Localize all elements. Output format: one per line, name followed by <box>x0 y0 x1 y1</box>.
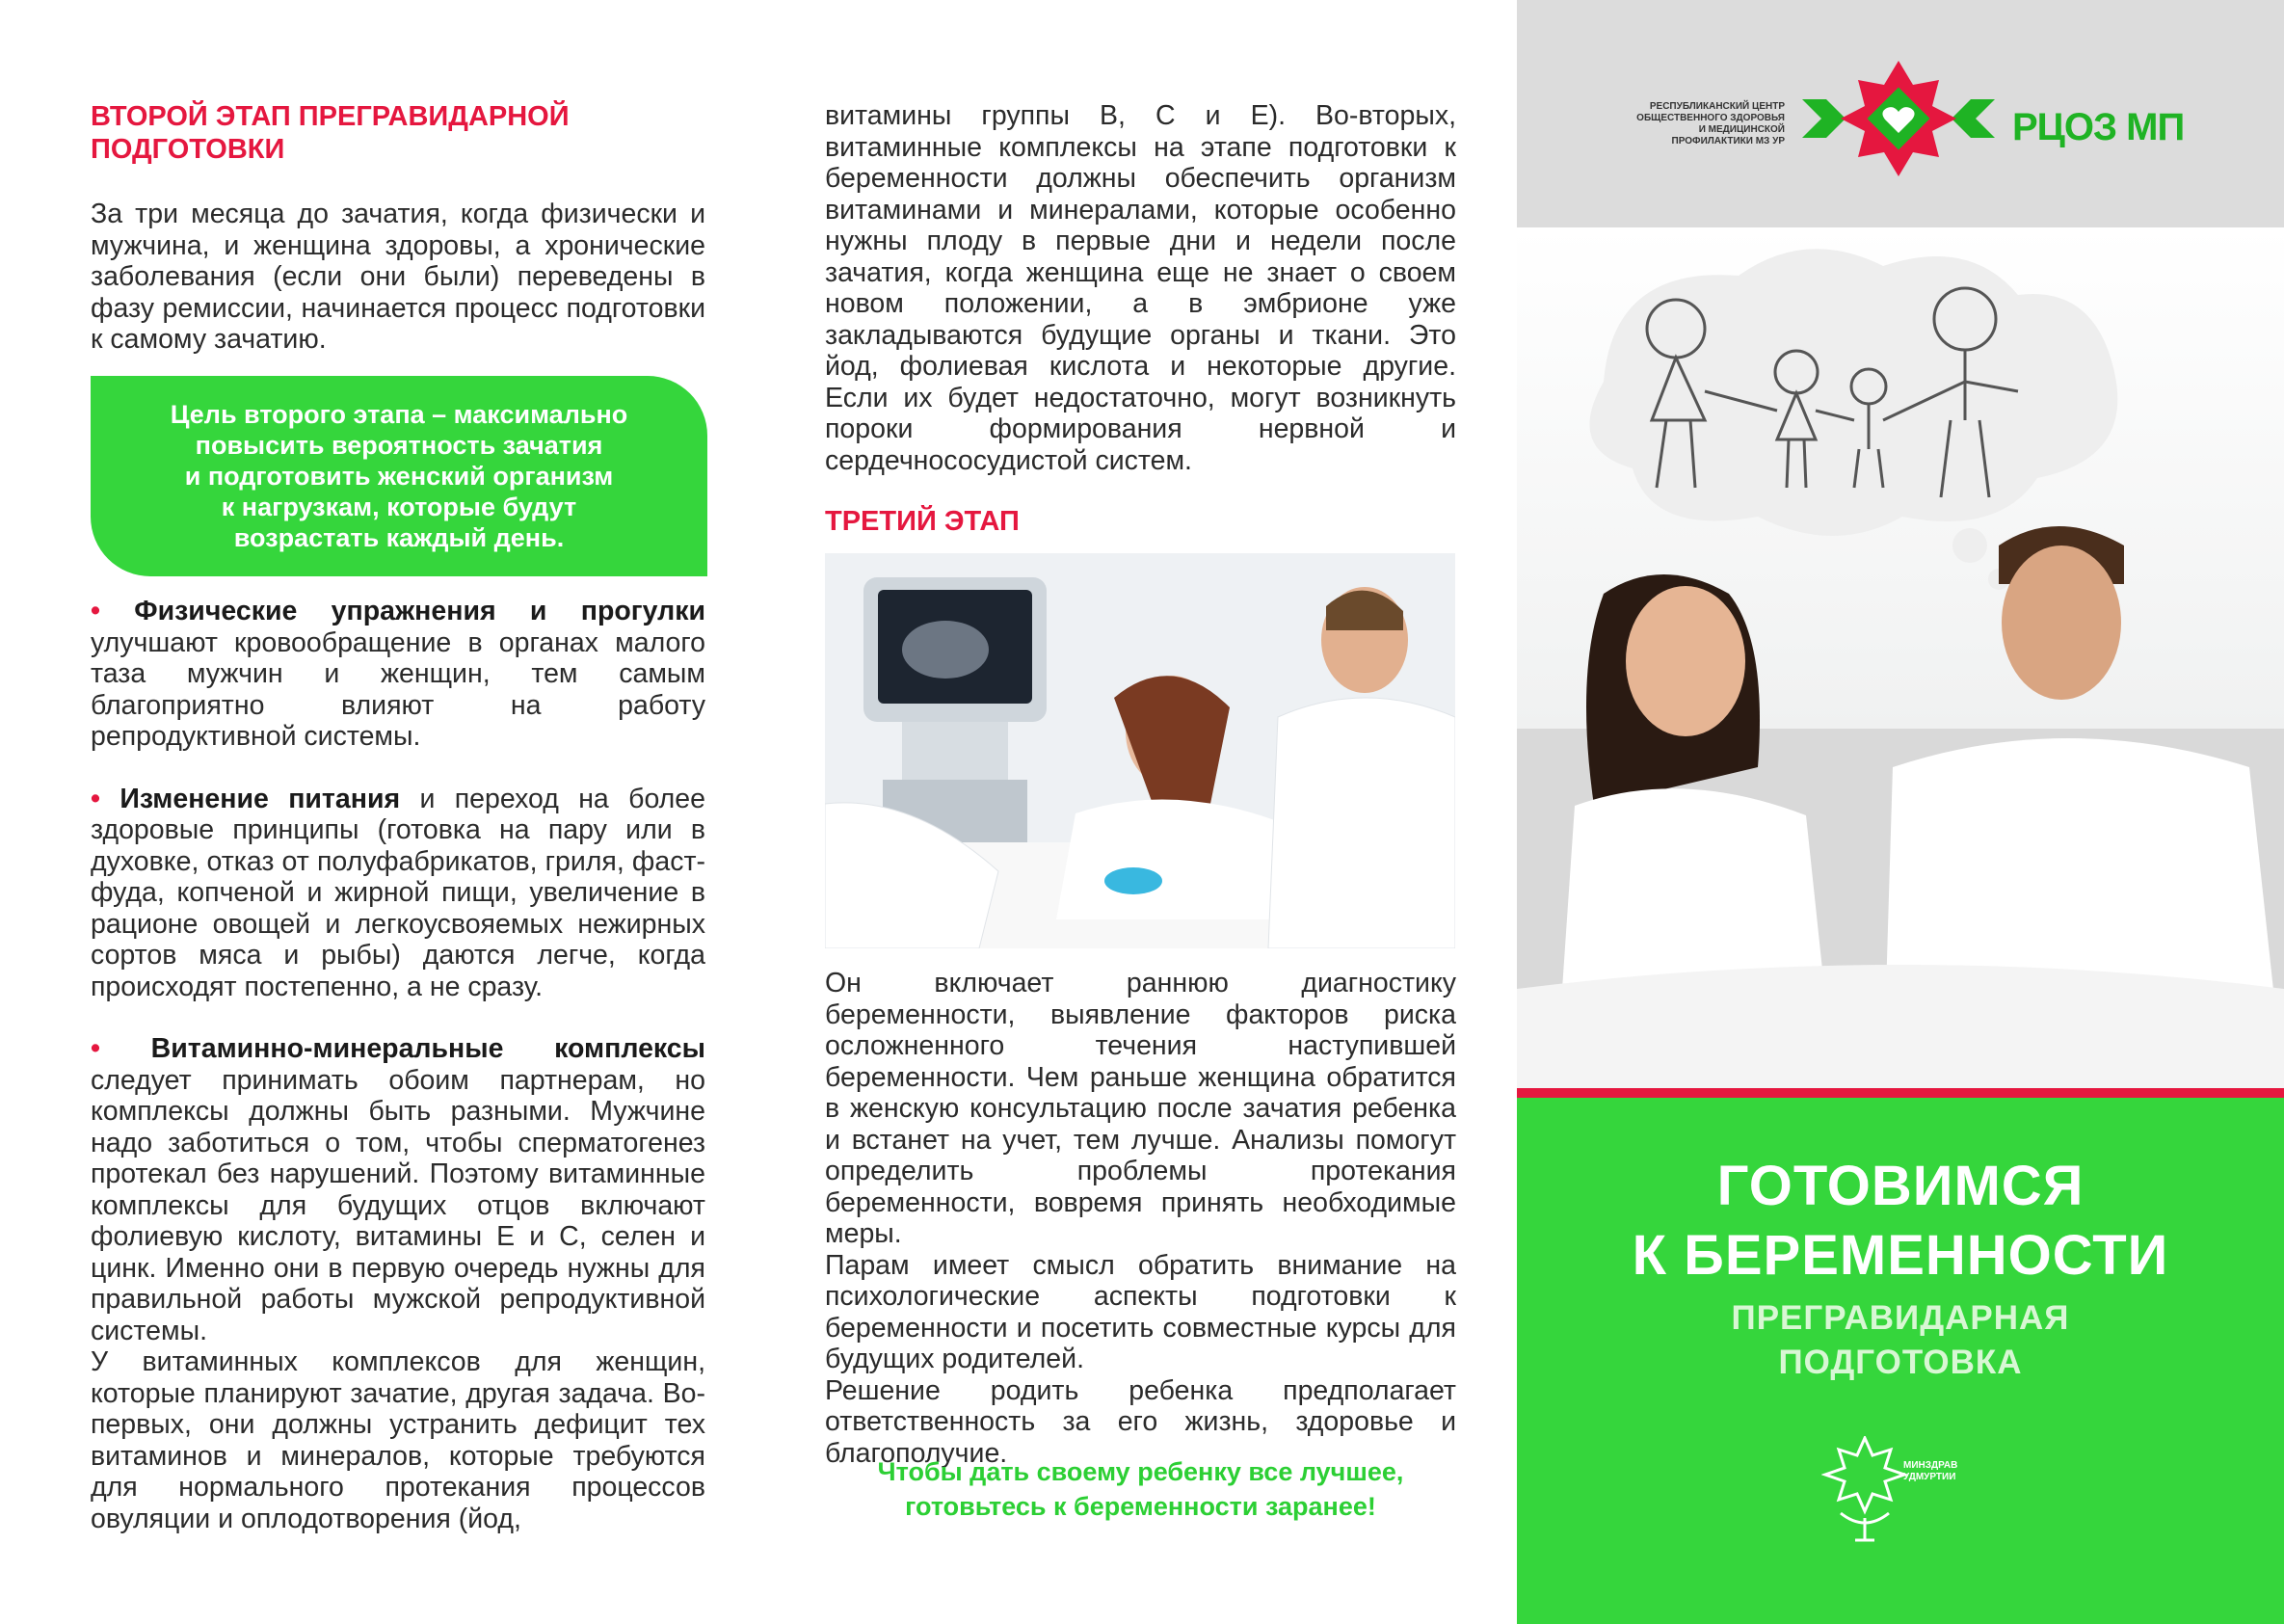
bullet-list <box>91 596 705 1534</box>
ultrasound-illustration <box>825 553 1455 948</box>
column-left <box>91 100 705 356</box>
logo-abbreviation: РЦОЗ МП <box>2012 106 2185 148</box>
third-stage-paragraph: Он включает раннюю диагностику беременности, выявление факторов риска осложненного течения наступившей беременности. Чем раньше женщина обратится в женскую консультацию после зачатия ребенка и встанет на учет, тем лучше. Анализы помогут определить проблемы протекания беременности, вовремя принять необходимые меры. <box>825 968 1456 1249</box>
bullet-vitamins-title: Витаминно-минеральные комплексы <box>150 1033 705 1064</box>
psychology-paragraph: Парам имеет смысл обратить внимание на психологические аспекты подготовки к беременности и посетить совместные курсы для будущих родителей. <box>825 1249 1456 1374</box>
bullet-vitamins <box>91 1033 705 1346</box>
minzdrav-caption: МИНЗДРАВ УДМУРТИИ <box>1903 1460 1958 1482</box>
logo-caption: РЕСПУБЛИКАНСКИЙ ЦЕНТР ОБЩЕСТВЕННОГО ЗДОРОВЬЯ И МЕДИЦИНСКОЙ ПРОФИЛАКТИКИ МЗ УР <box>1636 101 1785 146</box>
bullet-nutrition-title: Изменение питания <box>120 783 401 814</box>
vitamins-women-paragraph: У витаминных комплексов для женщин, которые планируют зачатие, другая задача. Во-первых, они должны устранить дефицит тех витаминов и минералов, которые требуются для нормального протекания процессов овуляции и оплодотворения (йод, <box>91 1346 705 1534</box>
bullet-dot: • <box>91 783 100 814</box>
rcoz-logo-icon <box>1783 56 2014 181</box>
bullet-dot: • <box>91 1033 100 1064</box>
minzdrav-emblem-icon <box>1821 1436 1908 1542</box>
column-middle <box>825 100 1456 538</box>
heading-second-stage: ВТОРОЙ ЭТАП ПРЕГРАВИДАРНОЙ ПОДГОТОВКИ <box>91 101 570 165</box>
slogan: Чтобы дать своему ребенку все лучшее, готовьтесь к беременности заранее! <box>877 1457 1404 1521</box>
bullet-vitamins-text: следует принимать обоим партнерам, но комплексы должны быть разными. Мужчине надо заботиться о том, чтобы сперматогенез протекал без нарушений. Поэтому витаминные комплексы для будущих отцов включают фолиевую кислоту, витамины Е и С, селен и цинк. Именно они в первую очередь нужны для правильной работы мужской репродуктивной системы. <box>91 1064 705 1346</box>
couple-photo <box>1517 227 2284 1088</box>
bullet-exercise <box>91 596 705 753</box>
bullet-nutrition-text: и переход на более здоровые принципы (готовка на пару или в духовке, отказ от полуфабрикатов, гриля, фаст-фуда, копченой и жирной пищи, увеличение в рационе овощей и легкоусвояемых нежирных сортов мяса и рыбы) даются легче, когда происходят постепенно, а не сразу. <box>91 783 705 1002</box>
couple-illustration <box>1517 227 2284 1088</box>
third-stage-text <box>825 968 1456 1469</box>
callout-box <box>91 376 707 576</box>
intro-paragraph: За три месяца до зачатия, когда физически и мужчина, и женщина здоровы, а хронические заболевания (если они были) переведены в фазу ремиссии, начинается процесс подготовки к самому зачатию. <box>91 199 705 355</box>
heading-third-stage: ТРЕТИЙ ЭТАП <box>825 506 1020 537</box>
bullet-exercise-title: Физические упражнения и прогулки <box>134 596 705 626</box>
brochure-title: ГОТОВИМСЯ К БЕРЕМЕННОСТИ <box>1632 1155 2169 1287</box>
bullet-exercise-text: улучшают кровообращение в органах малого таза мужчин и женщин, тем самым благоприятно влияют на работу репродуктивной системы. <box>91 626 705 752</box>
bullet-dot: • <box>91 596 100 626</box>
ultrasound-photo <box>825 553 1455 948</box>
brochure-subtitle: ПРЕГРАВИДАРНАЯ ПОДГОТОВКА <box>1731 1299 2070 1381</box>
continued-paragraph: витамины группы В, С и Е). Во-вторых, витаминные комплексы на этапе подготовки к беременности должны обеспечить организм витаминами и минералами, которые особенно нужны плоду в первые дни и недели после зачатия, когда женщина еще не знает о своем новом положении, а в эмбрионе уже закладываются будущие органы и ткани. Это йод, фолиевая кислота и некоторые другие. Если их будет недостаточно, могут возникнуть пороки формирования нервной и сердечнососудистой систем. <box>825 100 1456 476</box>
bullet-nutrition <box>91 784 705 1003</box>
callout-text: Цель второго этапа – максимально повысить вероятность зачатия и подготовить женский организм к нагрузкам, которые будут возрастать каждый день. <box>170 400 628 552</box>
responsibility-paragraph: Решение родить ребенка предполагает ответственность за его жизнь, здоровье и благополучие. <box>825 1374 1456 1469</box>
red-divider <box>1517 1088 2284 1098</box>
